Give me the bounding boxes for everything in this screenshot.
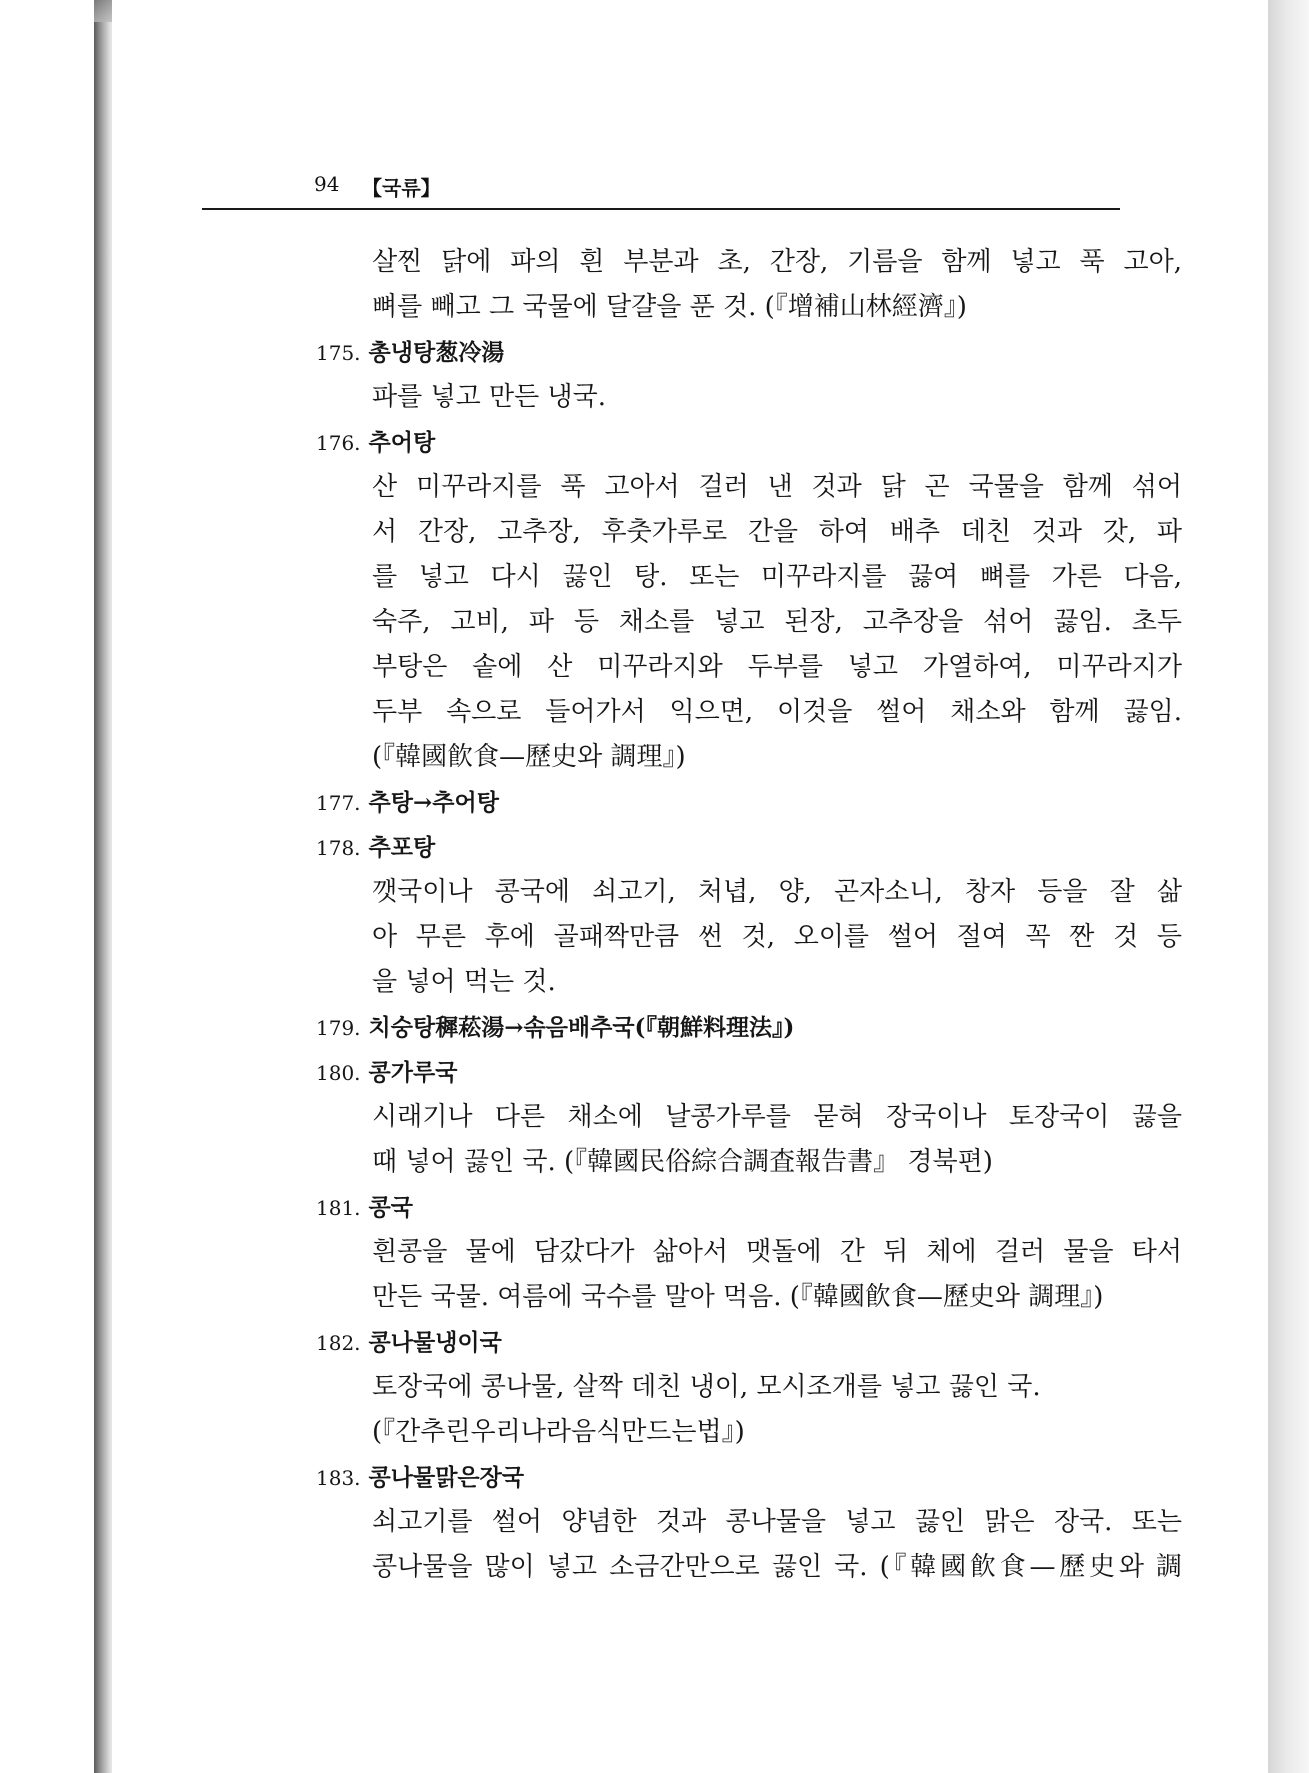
entry-number: 182. [316, 1331, 361, 1355]
entry-title: 콩국 [368, 1194, 413, 1221]
entry-title: 총냉탕葱冷湯 [368, 339, 505, 366]
entry-text-line: 깻국이나 콩국에 쇠고기, 처녑, 양, 곤자소니, 창자 등을 잘 삶 [372, 877, 1182, 907]
entry-number: 177. [316, 791, 361, 815]
entry-text-line: 콩나물을 많이 넣고 소금간만으로 끓인 국. (『韓國飮食—歷史와 調 [372, 1552, 1182, 1582]
entry-text-line: 두부 속으로 들어가서 익으면, 이것을 썰어 채소와 함께 끓임. [372, 697, 1182, 727]
entry-text-line: 뼈를 빼고 그 국물에 달걀을 푼 것. (『增補山林經濟』) [372, 292, 967, 322]
dictionary-entries [316, 240, 1182, 1590]
entry-number: 183. [316, 1466, 361, 1490]
entry-text-line: 토장국에 콩나물, 살짝 데친 냉이, 모시조개를 넣고 끓인 국. [372, 1372, 1041, 1402]
page-edge-shadow [1268, 0, 1309, 1773]
entry-text-line: (『간추린우리나라음식만드는법』) [372, 1417, 745, 1447]
page-number: 94 [314, 172, 340, 196]
entry-heading [316, 780, 1136, 825]
entry-text-line: 산 미꾸라지를 푹 고아서 걸러 낸 것과 닭 곤 국물을 함께 섞어 [372, 472, 1182, 502]
entry-number: 179. [316, 1016, 361, 1040]
entry-title: 추어탕 [368, 429, 436, 456]
entry-heading [316, 1455, 1136, 1500]
entry-number: 181. [316, 1196, 361, 1220]
entry-text-line: 파를 넣고 만든 냉국. [372, 382, 606, 412]
running-head: 【국류】 [362, 176, 441, 200]
book-spine-edge [94, 0, 114, 1773]
entry-heading [316, 1185, 1136, 1230]
entry-text-line: 서 간장, 고추장, 후춧가루로 간을 하여 배추 데친 것과 갓, 파 [372, 517, 1182, 547]
entry-title: 추탕→추어탕 [368, 789, 499, 816]
entry-title: 콩나물냉이국 [368, 1329, 502, 1356]
entry-heading [316, 1005, 1136, 1050]
entry-text-line: 만든 국물. 여름에 국수를 말아 먹음. (『韓國飮食—歷史와 調理』) [372, 1282, 1104, 1312]
entry-text-line: 를 넣고 다시 끓인 탕. 또는 미꾸라지를 끓여 뼈를 가른 다음, [372, 562, 1182, 592]
entry-text-line: 시래기나 다른 채소에 날콩가루를 묻혀 장국이나 토장국이 끓을 [372, 1102, 1182, 1132]
entry-heading [316, 330, 1136, 375]
entry-text-line: 살찐 닭에 파의 흰 부분과 초, 간장, 기름을 함께 넣고 푹 고아, [372, 247, 1182, 277]
entry-text-line: 을 넣어 먹는 것. [372, 967, 556, 997]
entry-text-line: 숙주, 고비, 파 등 채소를 넣고 된장, 고추장을 섞어 끓임. 초두 [372, 607, 1182, 637]
entry-number: 178. [316, 836, 361, 860]
entry-heading [316, 825, 1136, 870]
entry-number: 176. [316, 431, 361, 455]
entry-heading [316, 1050, 1136, 1095]
entry-number: 175. [316, 341, 361, 365]
entry-text-line: 흰콩을 물에 담갔다가 삶아서 맷돌에 간 뒤 체에 걸러 물을 타서 [372, 1237, 1182, 1267]
entry-title: 콩가루국 [368, 1059, 458, 1086]
entry-number: 180. [316, 1061, 361, 1085]
entry-title: 추포탕 [368, 834, 436, 861]
entry-text-line: (『韓國飮食—歷史와 調理』) [372, 742, 686, 772]
entry-title: 치숭탕穉菘湯→솎음배추국(『朝鮮料理法』) [368, 1014, 795, 1041]
entry-title: 콩나물맑은장국 [368, 1464, 525, 1491]
entry-heading [316, 1320, 1136, 1365]
entry-text-line: 아 무른 후에 골패짝만큼 썬 것, 오이를 썰어 절여 꼭 짠 것 등 [372, 922, 1182, 952]
entry-heading [316, 420, 1136, 465]
entry-text-line: 때 넣어 끓인 국. (『韓國民俗綜合調査報告書』 경북편) [372, 1147, 993, 1177]
page-header [202, 168, 1120, 210]
entry-text-line: 쇠고기를 썰어 양념한 것과 콩나물을 넣고 끓인 맑은 장국. 또는 [372, 1507, 1182, 1537]
entry-text-line: 부탕은 솥에 산 미꾸라지와 두부를 넣고 가열하여, 미꾸라지가 [372, 652, 1182, 682]
